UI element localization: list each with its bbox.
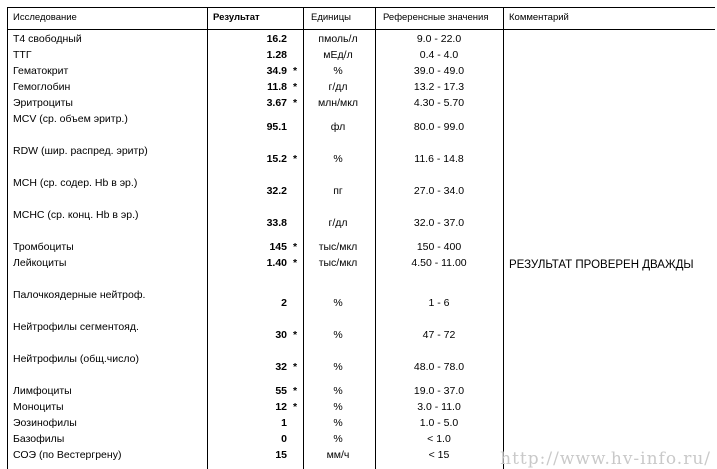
row-value: 33.8 [266, 217, 287, 229]
row-name: MCH (ср. содер. Hb в эр.) [13, 177, 138, 189]
row-name: Моноциты [13, 401, 64, 413]
row-reference: 11.6 - 14.8 [414, 153, 464, 165]
row-unit: % [333, 385, 343, 397]
row-reference: 13.2 - 17.3 [413, 81, 465, 93]
row-reference: 4.30 - 5.70 [413, 97, 465, 109]
row-unit: % [333, 401, 343, 413]
row-unit: % [333, 153, 343, 165]
row-reference: 48.0 - 78.0 [413, 361, 465, 373]
row-value: 16.2 [266, 33, 287, 45]
row-value: 0 [281, 433, 287, 445]
row-name: Т4 свободный [13, 33, 82, 45]
row-name: Эозинофилы [13, 417, 77, 429]
row-reference: < 15 [428, 449, 450, 461]
comment-text: РЕЗУЛЬТАТ ПРОВЕРЕН ДВАЖДЫ [509, 259, 694, 271]
header-units: Единицы [311, 12, 352, 23]
row-reference: < 1.0 [427, 433, 451, 445]
row-value: 1.28 [266, 49, 287, 61]
row-value: 15.2 [266, 153, 287, 165]
row-name: Лейкоциты [13, 257, 67, 269]
row-reference: 4.50 - 11.00 [411, 257, 467, 269]
row-flag: * [293, 385, 298, 397]
row-value: 1 [281, 417, 287, 429]
lab-results-table [7, 7, 715, 469]
row-unit: г/дл [328, 217, 348, 229]
row-name: Базофилы [13, 433, 65, 445]
row-name: MCV (ср. объем эритр.) [13, 113, 128, 125]
row-value: 11.8 [267, 81, 287, 93]
header-bottom-border [7, 29, 715, 30]
row-reference: 27.0 - 34.0 [413, 185, 465, 197]
row-flag: * [293, 361, 298, 373]
row-name: Гематокрит [13, 65, 69, 77]
row-flag: * [293, 81, 298, 93]
row-name: ТТГ [13, 49, 32, 61]
row-value: 32.2 [266, 185, 287, 197]
row-name: MCHC (ср. конц. Hb в эр.) [13, 209, 139, 221]
row-unit: пг [333, 185, 343, 197]
row-name: RDW (шир. распред. эритр) [13, 145, 148, 157]
header-reference: Референсные значения [383, 12, 489, 23]
row-reference: 47 - 72 [422, 329, 456, 341]
column-divider-result [207, 7, 208, 469]
row-unit: тыс/мкл [318, 257, 358, 269]
row-unit: % [333, 65, 343, 77]
row-name: Тромбоциты [13, 241, 74, 253]
row-unit: тыс/мкл [318, 241, 358, 253]
row-value: 55 [275, 385, 287, 397]
row-name: Нейтрофилы (общ.число) [13, 353, 139, 365]
row-value: 15 [275, 449, 287, 461]
row-flag: * [293, 153, 298, 165]
row-value: 145 [269, 241, 287, 253]
row-unit: % [333, 417, 343, 429]
row-unit: % [333, 361, 343, 373]
row-unit: % [333, 297, 343, 309]
row-unit: мЕд/л [323, 49, 353, 61]
row-reference: 19.0 - 37.0 [413, 385, 465, 397]
row-name: Гемоглобин [13, 81, 71, 93]
watermark: http://www.hv-info.ru/ [500, 449, 711, 469]
row-reference: 9.0 - 22.0 [416, 33, 462, 45]
row-unit: пмоль/л [318, 33, 358, 45]
row-flag: * [293, 241, 298, 253]
column-divider-comment [503, 7, 504, 469]
row-value: 12 [275, 401, 287, 413]
row-flag: * [293, 97, 298, 109]
row-flag: * [293, 401, 298, 413]
row-unit: фл [330, 121, 346, 133]
table-top-border [7, 7, 715, 8]
row-name: СОЭ (по Вестергрену) [13, 449, 122, 461]
row-unit: г/дл [328, 81, 348, 93]
row-unit: мм/ч [326, 449, 350, 461]
row-flag: * [293, 329, 298, 341]
row-unit: млн/мкл [317, 97, 359, 109]
row-value: 2 [281, 297, 287, 309]
header-study: Исследование [13, 12, 77, 23]
row-reference: 1.0 - 5.0 [419, 417, 459, 429]
row-reference: 80.0 - 99.0 [413, 121, 465, 133]
row-reference: 39.0 - 49.0 [413, 65, 465, 77]
table-left-border [7, 7, 8, 469]
header-comment: Комментарий [509, 12, 569, 23]
row-reference: 3.0 - 11.0 [417, 401, 461, 413]
row-reference: 0.4 - 4.0 [419, 49, 459, 61]
row-flag: * [293, 257, 298, 269]
row-value: 34.9 [266, 65, 287, 77]
row-name: Нейтрофилы сегментояд. [13, 321, 139, 333]
row-reference: 1 - 6 [428, 297, 450, 309]
row-reference: 32.0 - 37.0 [413, 217, 465, 229]
row-value: 3.67 [266, 97, 287, 109]
row-name: Эритроциты [13, 97, 73, 109]
row-unit: % [333, 329, 343, 341]
row-name: Палочкоядерные нейтроф. [13, 289, 146, 301]
row-unit: % [333, 433, 343, 445]
row-value: 1.40 [266, 257, 287, 269]
row-value: 32 [275, 361, 287, 373]
row-name: Лимфоциты [13, 385, 72, 397]
row-value: 30 [275, 329, 287, 341]
row-reference: 150 - 400 [416, 241, 462, 253]
row-flag: * [293, 65, 298, 77]
header-result: Результат [213, 12, 260, 23]
row-value: 95.1 [266, 121, 287, 133]
